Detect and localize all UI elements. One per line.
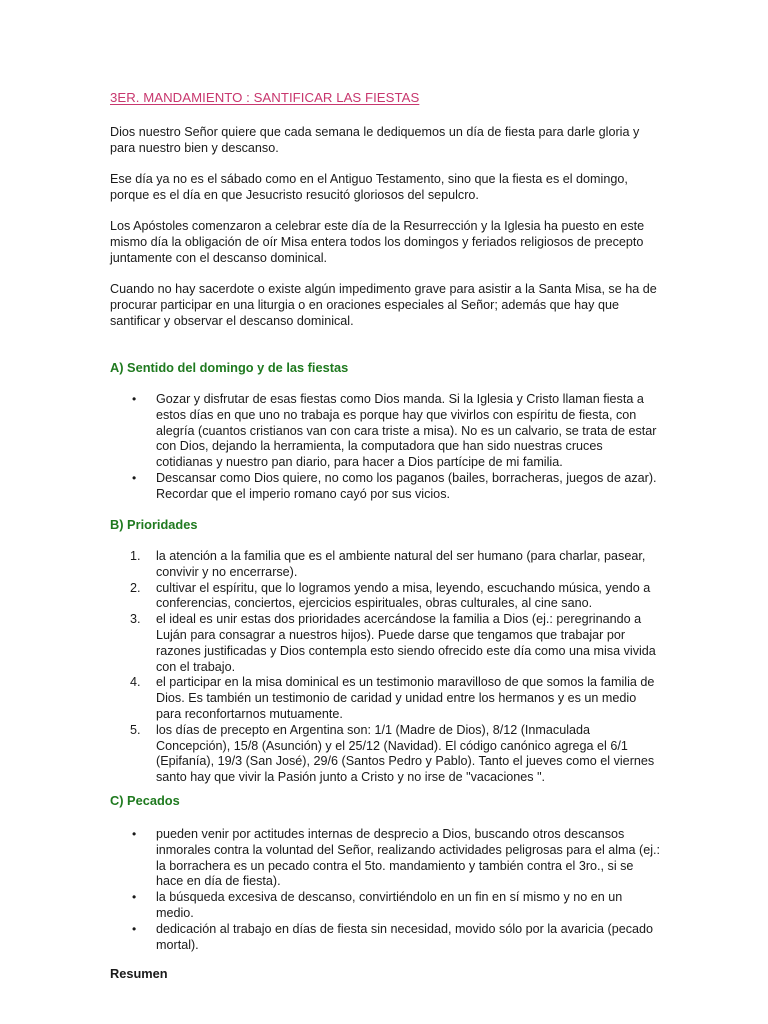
section-b-list [110,549,662,786]
list-item-text: la búsqueda excesiva de descanso, convirtiéndolo en un fin en sí mismo y no en un medio. [156,890,623,920]
list-item [110,827,662,890]
list-item [110,890,662,922]
list-item [110,922,662,954]
list-item-text: pueden venir por actitudes internas de desprecio a Dios, buscando otros descansos inmorales contra la voluntad del Señor, realizando actividades peligrosas para el alma (ej.: la borrachera es un pecado contra el 5to. mandamiento y también contra el 3ro., si se hace en día de fiesta). [156,827,661,889]
list-item-text: el participar en la misa dominical es un testimonio maravilloso de que somos la familia de Dios. Es también un testimonio de caridad y unidad entre los hermanos y es un medio para reconfortarnos mutuamente. [156,675,655,721]
number-marker: 4. [130,675,141,690]
section-c-heading: C) Pecados [110,793,180,808]
list-item-text: los días de precepto en Argentina son: 1/1 (Madre de Dios), 8/12 (Inmaculada Concepción), 15/8 (Asunción) y el 25/12 (Navidad). El código canónico agrega el 6/1 (Epifanía), 19/3 (San José), 29/6 (Santos Pedro y Pablo). Tanto el jueves como el viernes santo hay que vivir la Pasión junto a Cristo y no irse de "vacaciones ". [156,722,655,785]
bullet-marker: • [132,890,137,905]
bullet-marker: • [132,470,137,485]
list-item-text: cultivar el espíritu, que lo logramos yendo a misa, leyendo, escuchando música, yendo a conferencias, conciertos, ejercicios espirituales, obras culturales, al cine sano. [156,580,651,611]
list-item-text: Gozar y disfrutar de esas fiestas como Dios manda. Si la Iglesia y Cristo llaman fiesta a estos días en que uno no trabaja es porque hay que vivirlos con espíritu de fiesta, con alegría (cuantos cristianos van con cara triste a misa). No es un calvario, se trata de estar con Dios, dejando la herramienta, la computadora que han sido nuestras cruces cotidianas y nuestro pan diario, para hacer a Dios partícipe de mi familia. [156,392,657,470]
section-c-list [110,827,662,953]
list-item [110,471,662,503]
document-title: 3ER. MANDAMIENTO : SANTIFICAR LAS FIESTAS [110,90,420,105]
list-item [110,392,662,471]
list-item-text: Descansar como Dios quiere, no como los paganos (bailes, borracheras, juegos de azar). Recordar que el imperio romano cayó por sus vicios. [156,470,657,501]
list-item [110,581,662,613]
list-item [110,723,662,786]
number-marker: 3. [130,612,141,627]
list-item [110,675,662,722]
list-item [110,549,662,581]
number-marker: 2. [130,580,141,595]
intro-paragraph-3: Los Apóstoles comenzaron a celebrar este día de la Resurrección y la Iglesia ha puesto en este mismo día la obligación de oír Misa entera todos los domingos y feriados religiosos de precepto juntamente con el descanso dominical. [110,219,645,265]
intro-paragraph-1: Dios nuestro Señor quiere que cada semana le dediquemos un día de fiesta para darle gloria y para nuestro bien y descanso. [110,125,640,155]
number-marker: 1. [130,549,141,563]
section-a-heading: A) Sentido del domingo y de las fiestas [110,360,349,375]
bullet-marker: • [132,921,137,936]
summary-heading: Resumen [110,966,168,981]
list-item [110,612,662,675]
list-item-text: la atención a la familia que es el ambiente natural del ser humano (para charlar, pasear, convivir y no encerrarse). [156,549,646,579]
number-marker: 5. [130,722,141,737]
intro-paragraph-4: Cuando no hay sacerdote o existe algún impedimento grave para asistir a la Santa Misa, se ha de procurar participar en una liturgia o en oraciones especiales al Señor; además que hay que santificar y observar el descanso dominical. [110,282,657,328]
list-item-text: dedicación al trabajo en días de fiesta sin necesidad, movido sólo por la avaricia (pecado mortal). [156,921,654,952]
bullet-marker: • [132,827,137,841]
section-a-list [110,392,662,503]
list-item-text: el ideal es unir estas dos prioridades acercándose la familia a Dios (ej.: peregrinando a Luján para consagrar a nuestros hijos). Puede darse que tengamos que trabajar por razones justificadas y Dios contempla esto siendo ofrecido este día como una misa vivida con el trabajo. [156,612,656,674]
section-b-heading: B) Prioridades [110,517,198,532]
bullet-marker: • [132,392,137,406]
intro-paragraph-2: Ese día ya no es el sábado como en el Antiguo Testamento, sino que la fiesta es el domingo, porque es el día en que Jesucristo resucitó gloriosos del sepulcro. [110,172,628,202]
